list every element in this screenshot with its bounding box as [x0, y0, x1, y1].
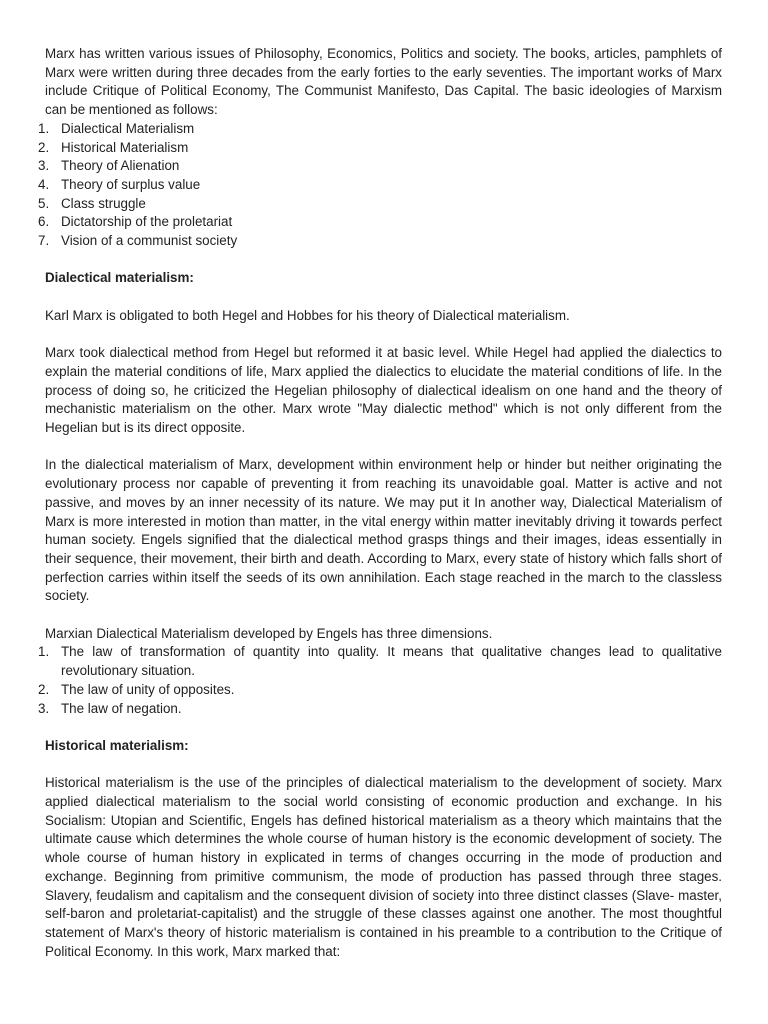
dialectical-heading: Dialectical materialism: [45, 270, 194, 286]
list-item: 6. Dictatorship of the proletariat [38, 214, 233, 230]
list-item: 1. The law of transformation of quantity into quality. It means that qualitative changes lead to qualitative revolutionary situation. [38, 644, 722, 679]
list-item: 3. The law of negation. [38, 700, 182, 716]
ideologies-list [38, 120, 722, 251]
list-item: 3. Theory of Alienation [38, 158, 180, 174]
dialectical-paragraph-3: In the dialectical materialism of Marx, development within environment help or hinder but neither originating the evolutionary process nor capable of preventing it from reaching its unavoidable goal. Matter is active and not passive, and moves by an inner necessity of its nature. We may put it In another way, Dialectical Materialism of Marx is more interested in motion than matter, in the vital energy within matter inevitably driving it towards perfect human society. Engels signified that the dialectical method grasps things and their images, ideas essentially in their sequence, their movement, their birth and death. According to Marx, every state of history which falls short of perfection carries within itself the seeds of its own annihilation. Each stage reached in the march to the classless society. [45, 457, 722, 604]
list-item: 2. Historical Materialism [38, 139, 189, 155]
dialectical-paragraph-1: Karl Marx is obligated to both Hegel and Hobbes for his theory of Dialectical materialism. [45, 307, 570, 323]
list-item: 4. Theory of surplus value [38, 176, 201, 192]
document-page [38, 45, 722, 961]
historical-heading: Historical materialism: [45, 737, 189, 753]
dialectical-paragraph-4: Marxian Dialectical Materialism developed by Engels has three dimensions. [45, 625, 493, 641]
list-item: 1. Dialectical Materialism [38, 120, 195, 136]
dialectics-laws-list [38, 643, 722, 718]
list-item: 5. Class struggle [38, 195, 146, 211]
intro-paragraph: Marx has written various issues of Philosophy, Economics, Politics and society. The books, articles, pamphlets of Marx were written during three decades from the early forties to the early seventies. The important works of Marx include Critique of Political Economy, The Communist Manifesto, Das Capital. The basic ideologies of Marxism can be mentioned as follows: [45, 46, 722, 118]
list-item: 2. The law of unity of opposites. [38, 681, 235, 697]
list-item: 7. Vision of a communist society [38, 233, 238, 249]
historical-paragraph-1: Historical materialism is the use of the principles of dialectical materialism to the development of society. Marx applied dialectical materialism to the social world consisting of economic production and exchange. In his Socialism: Utopian and Scientific, Engels has defined historical materialism as a theory which maintains that the ultimate cause which determines the whole course of human history is the economic development of society. The whole course of human history in explicated in terms of changes occurring in the mode of production and exchange. Beginning from primitive communism, the mode of production has passed through three stages. Slavery, feudalism and capitalism and the consequent division of society into three distinct classes (Slave- master, self-baron and proletariat-capitalist) and the struggle of these classes against one another. The most thoughtful statement of Marx's theory of historic materialism is contained in his preamble to a contribution to the Critique of Political Economy. In this work, Marx marked that: [45, 775, 722, 959]
dialectical-paragraph-2: Marx took dialectical method from Hegel but reformed it at basic level. While Hegel had applied the dialectics to explain the material conditions of life, Marx applied the dialectics to elucidate the material conditions of life. In the process of doing so, he criticized the Hegelian philosophy of dialectical idealism on one hand and the theory of mechanistic materialism on the other. Marx wrote "May dialectic method" which is not only different from the Hegelian but is its direct opposite. [45, 345, 722, 436]
